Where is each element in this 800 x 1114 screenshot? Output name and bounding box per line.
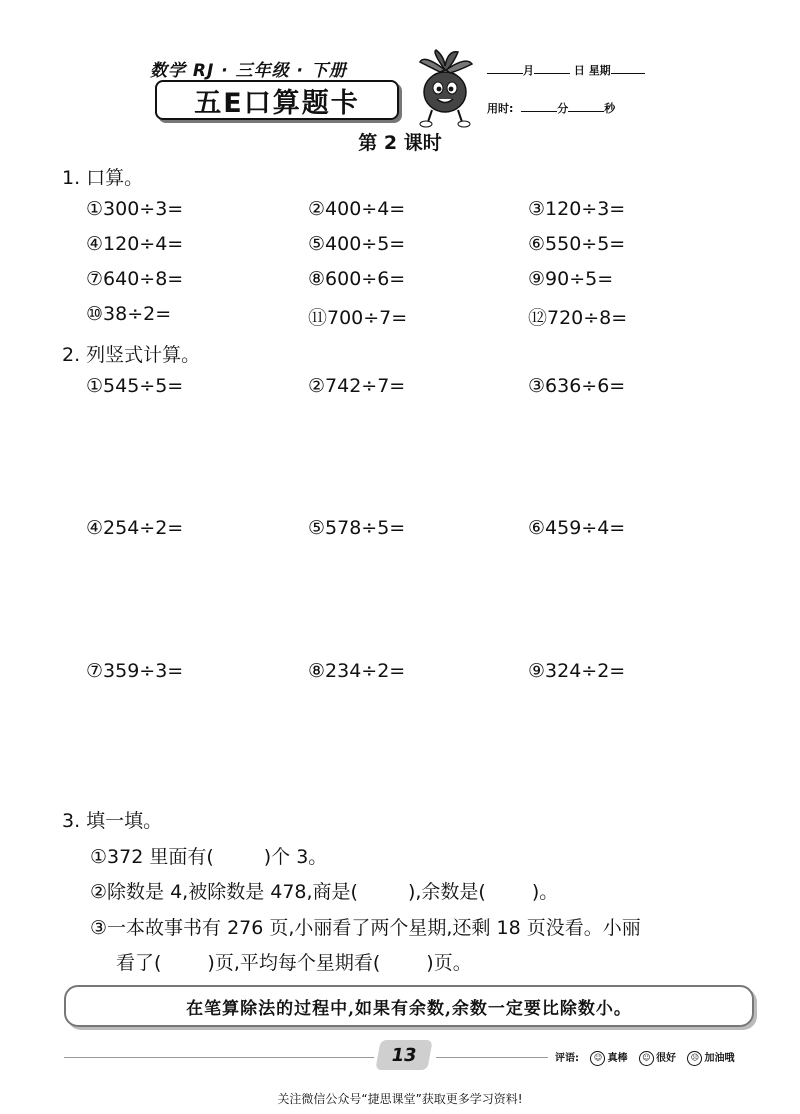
rating-keep-going: 加油哦 [704,1053,735,1064]
time-line [487,100,615,116]
section-1-title: 1. 口算。 [62,167,144,189]
minutes-blank[interactable] [521,100,557,112]
q3-text-b: )页,平均每个星期看( [207,952,381,974]
section-3-title: 3. 填一填。 [62,810,163,832]
subject-label: 数学 RJ · 三年级 · 下册 [150,61,347,81]
problem: ③636÷6= [528,375,626,397]
problem: ④254÷2= [86,517,184,539]
problem: ⑤578÷5= [308,517,406,539]
date-line [487,62,645,78]
month-label: 月 [523,64,534,77]
problem: ③120÷3= [528,198,626,220]
smiling-face-icon[interactable]: ☺ [639,1051,654,1066]
problem: ②400÷4= [308,198,406,220]
day-label: 日 [573,64,585,77]
problem: ⑨90÷5= [528,268,614,290]
tip-box: 在笔算除法的过程中,如果有余数,余数一定要比除数小。 [64,985,754,1027]
page-number-text: 13 [389,1044,419,1066]
seconds-label: 秒 [604,102,616,115]
weekday-label: 星期 [588,64,611,77]
footer-divider-right [436,1057,548,1058]
rating-great: 真棒 [607,1053,628,1064]
fill-question-2 [90,877,558,904]
lesson-title: 第 2 课时 [358,132,442,154]
rating-bar [555,1049,734,1066]
q2-text-b: ),余数是( [407,881,486,903]
problem: ⑦359÷3= [86,660,184,682]
fill-question-3-cont [116,948,472,975]
month-blank[interactable] [487,62,523,74]
fill-question-1 [90,842,327,869]
page-number [375,1040,432,1070]
q1-text-b: )个 3。 [263,846,328,868]
radish-mascot-icon [410,48,480,128]
section-2-title: 2. 列竖式计算。 [62,344,201,366]
minutes-label: 分 [557,102,569,115]
footer-note: 关注微信公众号“捷思课堂”获取更多学习资料! [277,1092,523,1106]
fill-question-3: ③一本故事书有 276 页,小丽看了两个星期,还剩 18 页没看。小丽 [90,917,641,939]
problem: ⑨324÷2= [528,660,626,682]
q2-text-a: ②除数是 4,被除数是 478,商是( [90,881,358,903]
problem: ⑧234÷2= [308,660,406,682]
laughing-face-icon[interactable]: ☺ [590,1051,605,1066]
problem: ⑤400÷5= [308,233,406,255]
cheer-face-icon[interactable]: ☹ [687,1051,702,1066]
seconds-blank[interactable] [568,100,604,112]
problem: ⑩38÷2= [86,303,172,325]
footer-divider-left [64,1057,374,1058]
problem: ⑫720÷8= [528,307,628,329]
rating-label: 评语: [555,1053,579,1064]
day-blank[interactable] [534,62,570,74]
q3-text-a: 看了( [116,952,162,974]
q2-text-c: )。 [531,881,559,903]
problem: ②742÷7= [308,375,406,397]
q3-text-c: )页。 [426,952,472,974]
q1-text-a: ①372 里面有( [90,846,214,868]
problem: ⑥459÷4= [528,517,626,539]
card-title: 五E口算题卡 [155,80,399,120]
problem: ①300÷3= [86,198,184,220]
time-label: 用时: [487,102,514,115]
problem: ⑥550÷5= [528,233,626,255]
weekday-blank[interactable] [611,62,645,74]
rating-good: 很好 [655,1053,676,1064]
problem: ①545÷5= [86,375,184,397]
problem: ⑪700÷7= [308,307,408,329]
problem: ④120÷4= [86,233,184,255]
problem: ⑧600÷6= [308,268,406,290]
problem: ⑦640÷8= [86,268,184,290]
